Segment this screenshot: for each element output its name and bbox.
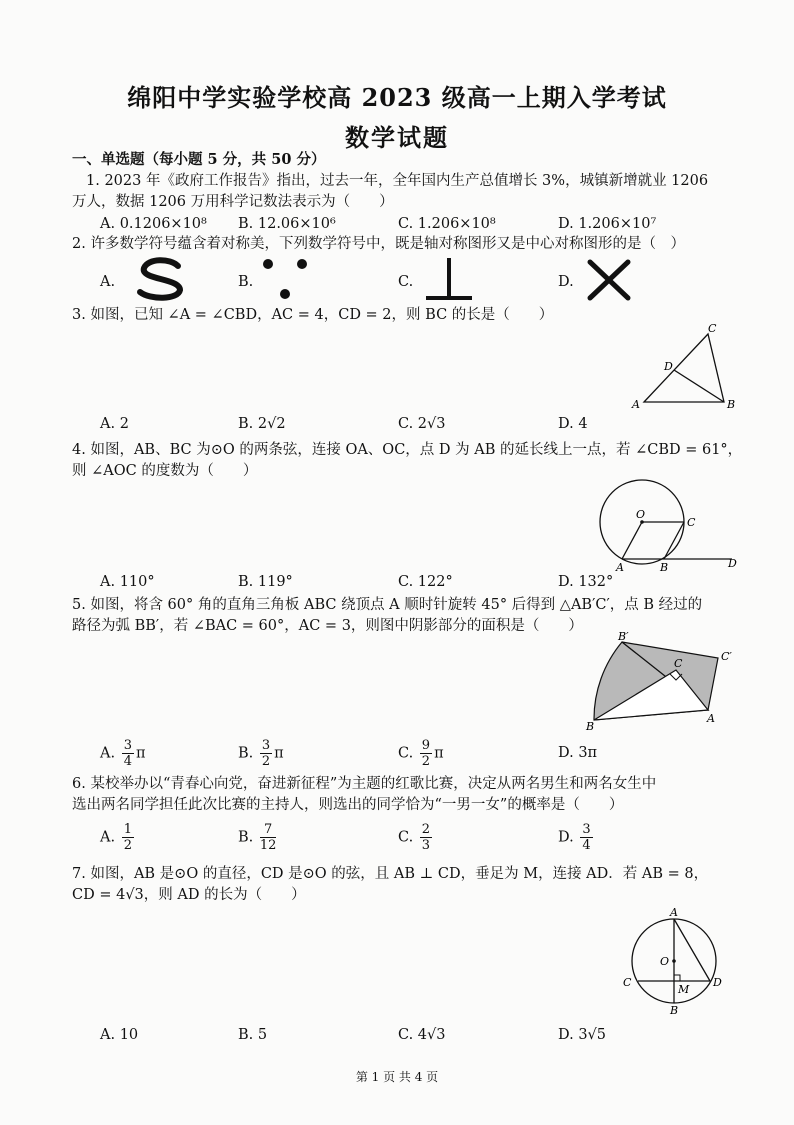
q4-line2: 则 ∠AOC 的度数为（ ） <box>72 463 258 479</box>
q7-label-a: A <box>670 906 678 919</box>
q1-option-c: C. 1.206×10⁸ <box>398 216 496 232</box>
q4-circle-figure <box>594 480 744 572</box>
q7-line2: CD = 4√3，则 AD 的长为（ ） <box>72 887 306 903</box>
q5-label-b: B <box>586 720 595 733</box>
q2-option-b: B. <box>238 274 254 290</box>
q3-label-d: D <box>664 360 673 373</box>
q3-option-a: A. 2 <box>100 416 129 432</box>
q2-symbol-s-icon <box>130 258 192 300</box>
exam-subtitle: 数学试题 <box>345 123 449 152</box>
q6-line2: 选出两名同学担任此次比赛的主持人，则选出的同学恰为“一男一女”的概率是（ ） <box>72 797 624 813</box>
q5-line1: 5. 如图，将含 60° 角的直角三角板 ABC 绕顶点 A 顺时针旋转 45° 后得到 △AB′C′，点 B 经过的 <box>72 597 703 613</box>
q7-label-b: B <box>670 1004 679 1017</box>
q4-label-d: D <box>728 557 737 570</box>
q7-label-o: O <box>660 955 670 968</box>
q2-symbol-because-icon <box>260 256 310 302</box>
q3-triangle-figure <box>628 322 748 412</box>
q5-label-a: A <box>707 712 715 725</box>
q6-option-b: B. $\frac{7}{12}$ <box>238 822 277 853</box>
q5-label-c: C <box>674 657 683 670</box>
q5-rotation-figure <box>584 630 744 734</box>
q4-line1: 4. 如图，AB、BC 为⊙O 的两条弦，连接 OA、OC，点 D 为 AB 的延长线上一点，若 ∠CBD = 61°， <box>72 442 743 458</box>
q3-option-c: C. 2√3 <box>398 416 446 432</box>
q2-line1: 2. 许多数学符号蕴含着对称美，下列数学符号中，既是轴对称图形又是中心对称图形的是（ ） <box>72 236 685 252</box>
q7-label-c: C <box>623 976 632 989</box>
q3-line1: 3. 如图，已知 ∠A = ∠CBD，AC = 4，CD = 2，则 BC 的长是（ ） <box>72 307 554 323</box>
q7-option-b: B. 5 <box>238 1027 268 1043</box>
q4-option-b: B. 119° <box>238 574 293 590</box>
exam-title: 绵阳中学实验学校高 2023 级高一上期入学考试 <box>127 83 667 112</box>
q4-option-d: D. 132° <box>558 574 614 590</box>
q5-option-b: B. $\frac{3}{2}$ π <box>238 738 284 769</box>
q7-option-a: A. 10 <box>100 1027 139 1043</box>
q1-line2: 万人，数据 1206 万用科学记数法表示为（ ） <box>72 194 394 210</box>
q3-label-c: C <box>708 322 717 335</box>
q4-label-b: B <box>660 561 669 574</box>
q7-option-c: C. 4√3 <box>398 1027 446 1043</box>
q4-label-a: A <box>616 561 624 574</box>
q7-option-d: D. 3√5 <box>558 1027 607 1043</box>
q1-line1: 1. 2023 年《政府工作报告》指出，过去一年，全年国内生产总值增长 3%，城镇新增就业 1206 <box>86 173 709 189</box>
q2-option-d: D. <box>558 274 574 290</box>
q5-option-c: C. $\frac{9}{2}$ π <box>398 738 444 769</box>
q2-option-a: A. <box>100 274 116 290</box>
q5-label-b-prime: B′ <box>618 630 629 643</box>
q7-line1: 7. 如图，AB 是⊙O 的直径，CD 是⊙O 的弦，且 AB ⊥ CD，垂足为 M，连接 AD．若 AB = 8， <box>72 866 709 882</box>
q4-option-c: C. 122° <box>398 574 453 590</box>
q3-option-d: D. 4 <box>558 416 588 432</box>
q5-line2: 路径为弧 BB′，若 ∠BAC = 60°，AC = 3，则图中阴影部分的面积是（ ） <box>72 618 583 634</box>
q2-symbol-perpendicular-icon <box>424 256 474 302</box>
section-heading: 一、单选题（每小题 5 分，共 50 分） <box>72 151 326 168</box>
q7-label-m: M <box>678 983 690 996</box>
q7-circle-figure <box>620 905 730 1017</box>
q4-label-o: O <box>636 508 646 521</box>
q6-option-c: C. $\frac{2}{3}$ <box>398 822 431 853</box>
q4-option-a: A. 110° <box>100 574 155 590</box>
q3-option-b: B. 2√2 <box>238 416 286 432</box>
q1-option-a: A. 0.1206×10⁸ <box>100 216 207 232</box>
q6-option-a: A. $\frac{1}{2}$ <box>100 822 132 853</box>
q4-label-c: C <box>687 516 696 529</box>
page-footer: 第 1 页 共 4 页 <box>355 1070 439 1084</box>
q3-label-a: A <box>632 398 640 411</box>
q5-option-d: D. 3π <box>558 745 598 761</box>
q6-line1: 6. 某校举办以“青春心向党，奋进新征程”为主题的红歌比赛，决定从两名男生和两名女生中 <box>72 776 657 792</box>
q1-option-d: D. 1.206×10⁷ <box>558 216 657 232</box>
q3-label-b: B <box>727 398 736 411</box>
q7-label-d: D <box>713 976 722 989</box>
q5-label-c-prime: C′ <box>721 650 732 663</box>
q1-option-b: B. 12.06×10⁶ <box>238 216 336 232</box>
q5-option-a: A. $\frac{3}{4}$ π <box>100 738 146 769</box>
q2-option-c: C. <box>398 274 414 290</box>
q6-option-d: D. $\frac{3}{4}$ <box>558 822 591 853</box>
q2-symbol-times-icon <box>586 258 632 302</box>
